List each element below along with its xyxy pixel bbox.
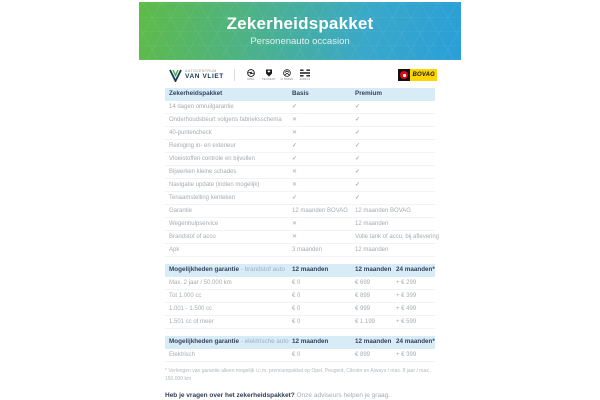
aiways-logo <box>299 69 311 81</box>
row-label: 40-puntencheck <box>169 130 212 136</box>
logo-strip <box>139 60 461 88</box>
cell-value: € 899 <box>355 293 371 299</box>
dealer-name-bottom: VAN VLIET <box>185 73 224 80</box>
row-label: Onderhoudsbeurt volgens fabrieksschema <box>169 117 282 123</box>
cta-answer: Onze adviseurs helpen je graag. <box>294 392 391 399</box>
check-icon: ✓ <box>292 195 298 201</box>
citroen-icon <box>283 69 291 77</box>
check-icon: ✓ <box>355 156 361 162</box>
cell-value: € 899 <box>355 352 371 358</box>
cross-icon: ✕ <box>292 182 298 188</box>
check-icon: ✓ <box>292 156 298 162</box>
logo-divider <box>234 69 235 81</box>
cell-value: € 0 <box>292 352 301 358</box>
cell-value: + € 299 <box>396 280 417 286</box>
check-icon: ✓ <box>292 104 298 110</box>
cell-value: + € 499 <box>396 306 417 312</box>
zekerheidspakket-card <box>139 2 461 400</box>
van-vliet-wordmark <box>185 70 224 81</box>
citroen-logo <box>281 69 293 81</box>
cell-value: € 999 <box>355 306 371 312</box>
row-label: Reiniging in- en exterieur <box>169 143 236 149</box>
row-label: Navigatie update (indien mogelijk) <box>169 182 260 188</box>
table-row <box>165 179 435 192</box>
check-icon: ✓ <box>355 169 361 175</box>
table3-header-col3: 24 maanden* <box>396 338 435 346</box>
check-icon: ✓ <box>355 104 361 110</box>
row-label: Bijwerken kleine schades <box>169 169 237 175</box>
cell-value: + € 399 <box>396 293 417 299</box>
cross-icon: ✕ <box>292 234 298 240</box>
check-icon: ✓ <box>355 130 361 136</box>
bovag-logo <box>398 69 437 81</box>
table-row <box>165 114 435 127</box>
table1-header-basis: Basis <box>292 90 309 98</box>
cell-value: 12 maanden BOVAG <box>355 208 411 214</box>
row-label: Tenaamstelling kenteken <box>169 195 236 201</box>
van-vliet-v-icon <box>169 69 182 82</box>
row-label: 1.501 cc of meer <box>169 319 214 325</box>
table-row <box>165 290 435 303</box>
row-label: Tot 1.000 cc <box>169 293 202 299</box>
table1-header <box>165 88 435 101</box>
cta-question: Heb je vragen over het zekerheidspakket? <box>165 392 295 399</box>
table2-header-col1: 12 maanden <box>292 266 329 274</box>
cell-value: € 0 <box>292 280 301 286</box>
peugeot-logo <box>263 69 275 81</box>
opel-label: OPEL <box>247 78 255 81</box>
table1-body <box>165 101 440 257</box>
cta-line <box>165 392 435 400</box>
bovag-wordmark <box>410 69 437 81</box>
table-row <box>165 153 435 166</box>
row-label: Brandstof of accu <box>169 234 216 240</box>
table-row <box>165 192 435 205</box>
comparison-tables <box>165 88 440 362</box>
table-row <box>165 303 435 316</box>
table-row <box>165 166 435 179</box>
section-gap <box>165 329 435 336</box>
table3-body <box>165 349 435 362</box>
cell-value: + € 399 <box>396 352 417 358</box>
table-row <box>165 349 435 362</box>
van-vliet-logo <box>169 69 224 82</box>
cross-icon: ✕ <box>292 130 298 136</box>
cross-icon: ✕ <box>292 169 298 175</box>
table-row <box>165 205 435 218</box>
dealer-logo-group <box>169 69 311 82</box>
table1-header-title: Zekerheidspakket <box>169 90 223 98</box>
peugeot-icon <box>265 69 273 77</box>
bovag-circle-icon <box>400 71 408 79</box>
row-label: 1.001 - 1.500 cc <box>169 306 213 312</box>
table2-header-title: Mogelijkheden garantie - brandstof auto <box>169 266 285 274</box>
opel-icon <box>247 69 255 77</box>
table-row <box>165 127 435 140</box>
check-icon: ✓ <box>355 182 361 188</box>
table3-header-col2: 12 maanden <box>355 338 392 346</box>
aiways-icon <box>300 69 310 77</box>
brand-logos <box>245 69 311 81</box>
cell-value: € 0 <box>292 319 301 325</box>
table3-header-col1: 12 maanden <box>292 338 329 346</box>
cell-value: + € 599 <box>396 319 417 325</box>
table-row <box>165 277 435 290</box>
row-label: Max. 2 jaar / 50.000 km <box>169 280 232 286</box>
aiways-label: AIWAYS <box>299 78 311 81</box>
table2-header-col2: 12 maanden <box>355 266 392 274</box>
cross-icon: ✕ <box>292 221 298 227</box>
table1-header-premium: Premium <box>355 90 382 98</box>
row-label: Apk <box>169 247 180 253</box>
check-icon: ✓ <box>355 195 361 201</box>
table3-header-title: Mogelijkheden garantie - elektrische auto <box>169 338 289 346</box>
page-subtitle: Personenauto occasion <box>250 35 350 47</box>
row-label: 14 dagen omruilgarantie <box>169 104 234 110</box>
dealer-name-top: AUTOCENTRUM <box>185 68 217 73</box>
table2-header-col3: 24 maanden* <box>396 266 435 274</box>
table-row <box>165 231 440 244</box>
bovag-thumb-icon <box>403 74 406 77</box>
cell-value: Volle tank of accu, bij aflevering <box>355 234 440 240</box>
table3-header <box>165 336 435 349</box>
page-title: Zekerheidspakket <box>226 14 374 34</box>
table-row <box>165 244 435 257</box>
table2-body <box>165 277 435 329</box>
row-label: Garantie <box>169 208 193 214</box>
check-icon: ✓ <box>292 143 298 149</box>
header-banner <box>139 2 461 60</box>
table2-header <box>165 264 435 277</box>
section-gap <box>165 257 435 264</box>
row-label: Vloeistoffen controle en bijvullen <box>169 156 255 162</box>
cell-value: 12 maanden <box>355 247 389 253</box>
cell-value: € 0 <box>292 306 301 312</box>
cell-value: 3 maanden <box>292 247 323 253</box>
bovag-emblem <box>398 69 410 81</box>
table-row <box>165 218 435 231</box>
cell-value: € 699 <box>355 280 371 286</box>
cell-value: 12 maanden BOVAG <box>292 208 348 214</box>
cell-value: 12 maanden <box>355 221 389 227</box>
row-label: Wegenhulpservice <box>169 221 219 227</box>
check-icon: ✓ <box>355 117 361 123</box>
footnote: * Verlengen van garantie alleen mogelijk i.c.m. premiumpakket op Opel, Peugeot, Citroën en Aiways / max. 8 jaar / max. 150.000 km <box>165 368 431 382</box>
bovag-label: BOVAG <box>412 72 435 78</box>
cell-value: € 0 <box>292 293 301 299</box>
cell-value: € 1.199 <box>355 319 376 325</box>
row-label: Elektrisch <box>169 352 196 358</box>
table-row <box>165 316 435 329</box>
citroen-label: CITROEN <box>280 78 294 81</box>
table-row <box>165 101 435 114</box>
check-icon: ✓ <box>355 143 361 149</box>
cross-icon: ✕ <box>292 117 298 123</box>
opel-logo <box>245 69 257 81</box>
table-row <box>165 140 435 153</box>
peugeot-label: PEUGEOT <box>262 78 276 81</box>
